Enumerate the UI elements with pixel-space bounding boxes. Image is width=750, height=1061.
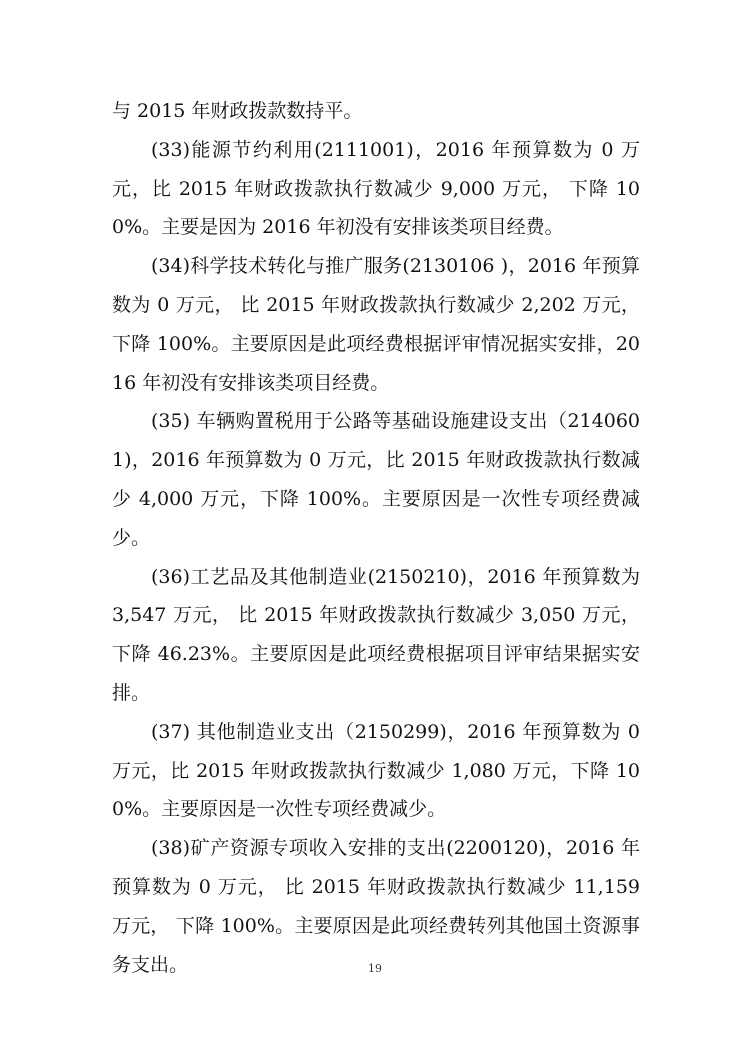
paragraph-item-35: (35) 车辆购置税用于公路等基础设施建设支出（2140601)，2016 年预算数为 0 万元，比 2015 年财政拨款执行数减少 4,000 万元，下降 100%。主要原因是一次性专项经费减少。: [112, 410, 640, 549]
paragraph-item-38: (38)矿产资源专项收入安排的支出(2200120)，2016 年预算数为 0 万元， 比 2015 年财政拨款执行数减少 11,159 万元， 下降 100%。主要原因是此项经费转列其他国土资源事务支出。: [112, 837, 640, 976]
page-number: 19: [368, 962, 382, 975]
paragraph-item-34: (34)科学技术转化与推广服务(2130106 )，2016 年预算数为 0 万元， 比 2015 年财政拨款执行数减少 2,202 万元，下降 100%。主要原因是此项经费根据评审情况据实安排，2016 年初没有安排该类项目经费。: [112, 255, 640, 394]
paragraph-item-33: (33)能源节约利用(2111001)，2016 年预算数为 0 万元，比 2015 年财政拨款执行数减少 9,000 万元， 下降 100%。主要是因为 2016 年初没有安排该类项目经费。: [112, 138, 640, 239]
body-text: [112, 92, 640, 984]
paragraph-item-36: (36)工艺品及其他制造业(2150210)，2016 年预算数为 3,547 万元， 比 2015 年财政拨款执行数减少 3,050 万元，下降 46.23%。主要原因是此项经费根据项目评审结果据实安排。: [112, 565, 640, 704]
paragraph-item-37: (37) 其他制造业支出（2150299)，2016 年预算数为 0 万元，比 2015 年财政拨款执行数减少 1,080 万元，下降 100%。主要原因是一次性专项经费减少。: [112, 720, 640, 821]
paragraph-continuation: 与 2015 年财政拨款数持平。: [112, 100, 363, 122]
